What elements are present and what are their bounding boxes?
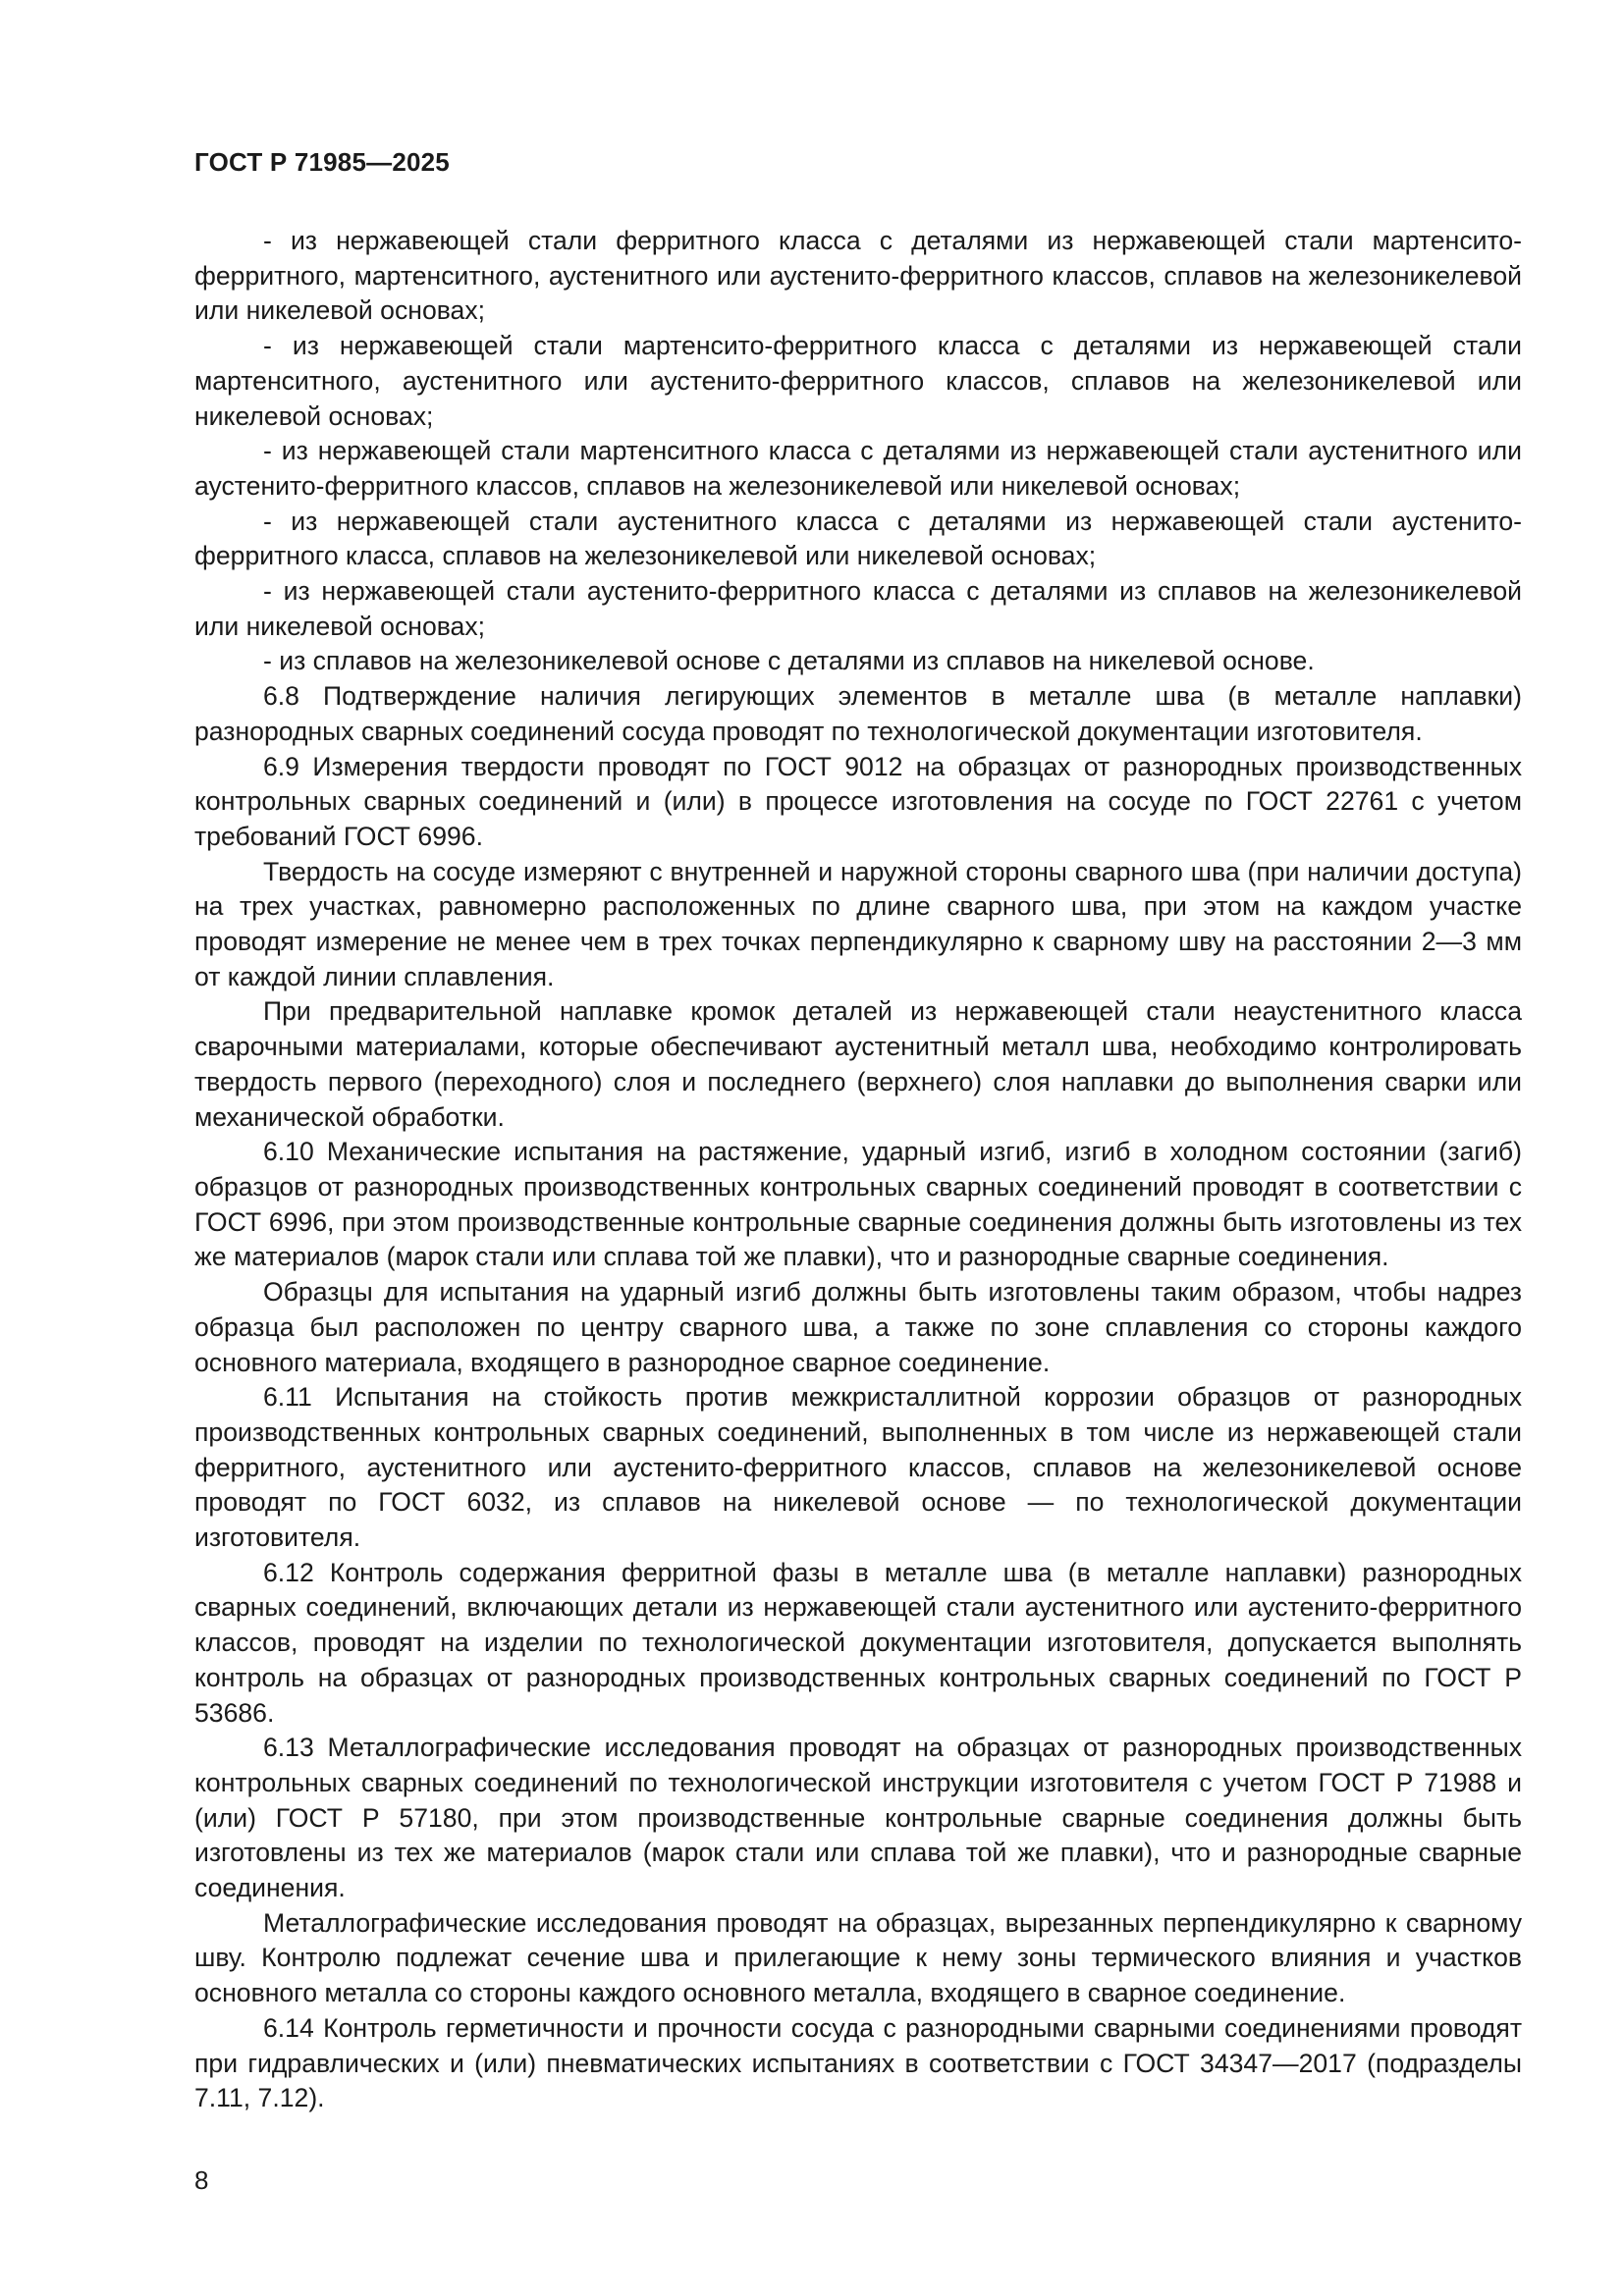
list-item: - из сплавов на железоникелевой основе с деталями из сплавов на никелевой основе. bbox=[263, 646, 1315, 676]
paragraph: Образцы для испытания на ударный изгиб должны быть изготовлены таким образом, чтобы надрез образца был расположен по центру сварного шва, а также по зоне сплавления со стороны каждого основного материала, входящего в разнородное сварное соединение. bbox=[194, 1277, 1522, 1377]
list-item: - из нержавеющей стали мартенситного класса с деталями из нержавеющей стали аустенитного или аустенито-ферритного классов, сплавов на железоникелевой или никелевой основах; bbox=[194, 436, 1522, 501]
list-item: - из нержавеющей стали ферритного класса с деталями из нержавеющей стали мартенсито-ферритного, мартенситного, аустенитного или аустенито-ферритного классов, сплавов на железоникелевой или никелевой основах; bbox=[194, 226, 1522, 326]
list-item: - из нержавеющей стали мартенсито-ферритного класса с деталями из нержавеющей стали мартенситного, аустенитного или аустенито-ферритного классов, сплавов на железоникелевой или никелевой основах; bbox=[194, 331, 1522, 431]
clause-6-8: 6.8 Подтверждение наличия легирующих элементов в металле шва (в металле наплавки) разнородных сварных соединений сосуда проводят по технологической документации изготовителя. bbox=[194, 681, 1522, 746]
list-item: - из нержавеющей стали аустенитного класса с деталями из нержавеющей стали аустенито-ферритного класса, сплавов на железоникелевой или никелевой основах; bbox=[194, 506, 1522, 571]
paragraph: Металлографические исследования проводят на образцах, вырезанных перпендикулярно к сварному шву. Контролю подлежат сечение шва и прилегающие к нему зоны термического влияния и участков основного металла со стороны каждого основного металла, входящего в сварное соединение. bbox=[194, 1907, 1522, 2008]
paragraph: Твердость на сосуде измеряют с внутренней и наружной стороны сварного шва (при наличии доступа) на трех участках, равномерно расположенных по длине сварного шва, при этом на каждом участке проводят измерение не менее чем в трех точках перпендикулярно к сварному шву на расстоянии 2—3 мм от каждой линии сплавления. bbox=[194, 856, 1522, 991]
paragraph: При предварительной наплавке кромок деталей из нержавеющей стали неаустенитного класса сварочными материалами, которые обеспечивают аустенитный металл шва, необходимо контролировать твердость первого (переходного) слоя и последнего (верхнего) слоя наплавки до выполнения сварки или механической обработки. bbox=[194, 996, 1522, 1132]
clause-6-12: 6.12 Контроль содержания ферритной фазы в металле шва (в металле наплавки) разнородных сварных соединений, включающих детали из нержавеющей стали аустенитного или аустенито-ферритного классов, проводят на изделии по технологической документации изготовителя, допускается выполнять контроль на образцах от разнородных производственных контрольных сварных соединений по ГОСТ Р 53686. bbox=[194, 1557, 1522, 1728]
clause-6-13: 6.13 Металлографические исследования проводят на образцах от разнородных производственных контрольных сварных соединений по технологической инструкции изготовителя с учетом ГОСТ Р 71988 и (или) ГОСТ Р 57180, при этом производственные контрольные сварные соединения должны быть изготовлены из тех же материалов (марок стали или сплава той же плавки), что и разнородные сварные соединения. bbox=[194, 1733, 1522, 1903]
page-number: 8 bbox=[194, 2165, 209, 2195]
clause-6-9: 6.9 Измерения твердости проводят по ГОСТ 9012 на образцах от разнородных производственных контрольных сварных соединений и (или) в процессе изготовления на сосуде по ГОСТ 22761 с учетом требований ГОСТ 6996. bbox=[194, 751, 1522, 851]
clause-6-11: 6.11 Испытания на стойкость против межкристаллитной коррозии образцов от разнородных производственных контрольных сварных соединений, выполненных в том числе из нержавеющей стали ферритного, аустенитного или аустенито-ферритного классов, сплавов на железоникелевой основе проводят по ГОСТ 6032, из сплавов на никелевой основе — по технологической документации изготовителя. bbox=[194, 1382, 1522, 1553]
clause-6-14: 6.14 Контроль герметичности и прочности сосуда с разнородными сварными соединениями проводят при гидравлических и (или) пневматических испытаниях в соответствии с ГОСТ 34347—2017 (подразделы 7.11, 7.12). bbox=[194, 2012, 1522, 2113]
list-item: - из нержавеющей стали аустенито-ферритного класса с деталями из сплавов на железоникелевой или никелевой основах; bbox=[194, 576, 1522, 641]
standard-header: ГОСТ Р 71985—2025 bbox=[194, 147, 450, 177]
body-text bbox=[194, 224, 1522, 2116]
clause-6-10: 6.10 Механические испытания на растяжение, ударный изгиб, изгиб в холодном состоянии (загиб) образцов от разнородных производственных контрольных сварных соединений проводят в соответствии с ГОСТ 6996, при этом производственные контрольные сварные соединения должны быть изготовлены из тех же материалов (марок стали или сплава той же плавки), что и разнородные сварные соединения. bbox=[194, 1137, 1522, 1272]
